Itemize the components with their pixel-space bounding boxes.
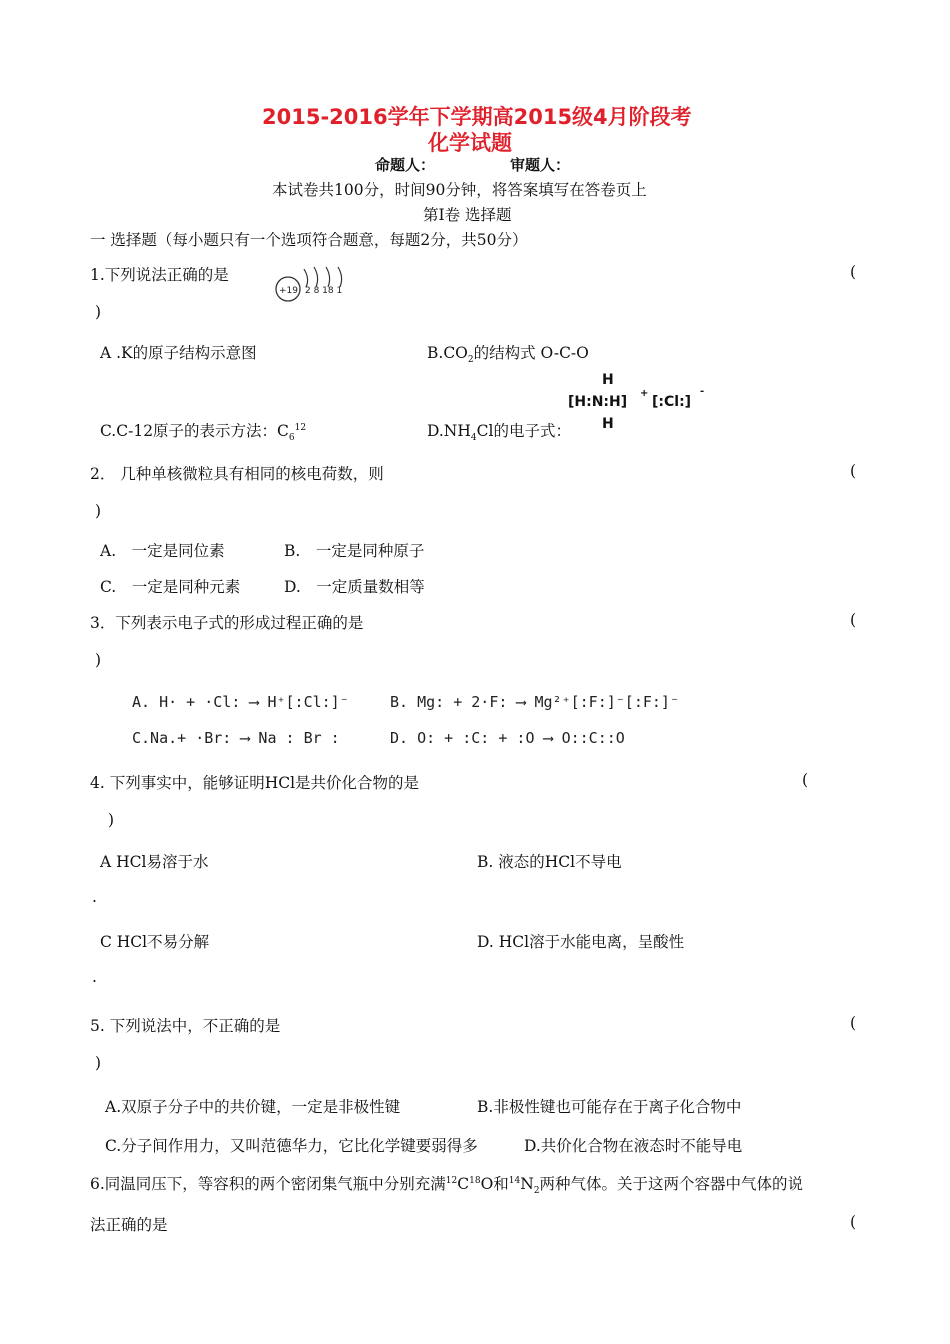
q5-option-b: B.非极性键也可能存在于离子化合物中: [477, 1098, 742, 1116]
nh4cl-bottom-h: H: [602, 416, 614, 432]
nh4cl-top-h: H: [602, 372, 614, 388]
q1-paren-open: (: [850, 263, 857, 281]
atom-shells-label: 2 8 18 1: [305, 286, 343, 296]
nh4cl-cation: [H:N:H]: [568, 394, 628, 410]
q4-paren-open: (: [802, 771, 809, 789]
q5-stem: 5. 下列说法中，不正确的是: [90, 1017, 281, 1035]
q3-option-c: C.Na.+ ·Br: ⟶ Na : Br :: [132, 729, 340, 747]
q1-paren-close: ): [95, 303, 102, 321]
q4-paren-close: ): [108, 811, 115, 829]
q2-option-c: C. 一定是同种元素: [100, 578, 241, 596]
q5-paren-open: (: [850, 1014, 857, 1032]
q3-stem: 3．下列表示电子式的形成过程正确的是: [90, 614, 364, 632]
q5-option-c: C.分子间作用力，又叫范德华力，它比化学键要弱得多: [105, 1137, 478, 1155]
q3-option-a: A. H· + ·Cl: ⟶ H⁺[:Cl:]⁻: [132, 693, 349, 711]
q5-option-a: A.双原子分子中的共价键，一定是非极性键: [105, 1098, 401, 1116]
q6-stem: 6.同温同压下，等容积的两个密闭集气瓶中分别充满$^{12}C^{18}O$和$^{14}N_2$两种气体。关于这两个容器中气体的说: [90, 1175, 804, 1197]
q4-option-a: A HCl易溶于水: [100, 853, 209, 871]
nh4cl-anion: [:Cl:]: [652, 394, 692, 410]
q4-option-c: C HCl不易分解: [100, 933, 210, 951]
q5-paren-close: ): [95, 1054, 102, 1072]
q2-option-b: B. 一定是同种原子: [284, 542, 425, 560]
q3-paren-close: ): [95, 651, 102, 669]
part-title: 第Ⅰ卷 选择题: [423, 206, 512, 224]
q2-stem: 2． 几种单核微粒具有相同的核电荷数，则: [90, 465, 384, 483]
q3-option-d: D. O: + :C: + :O ⟶ O::C::O: [390, 729, 625, 747]
q5-option-d: D.共价化合物在液态时不能导电: [524, 1137, 743, 1155]
q1-option-d: $D.NH_4Cl$的电子式：: [427, 422, 571, 444]
q1-option-b: $B.CO_2$的结构式 O-C-O: [427, 344, 589, 366]
q6-stem-line2: 法正确的是: [90, 1216, 168, 1234]
q4-dot-1: .: [92, 888, 97, 906]
q2-option-a: A. 一定是同位素: [100, 542, 225, 560]
q1-option-c: C.C-12原子的表示方法：$C_6^{12}$: [100, 422, 307, 444]
q3-paren-open: (: [850, 611, 857, 629]
q4-stem: 4. 下列事实中，能够证明HCl是共价化合物的是: [90, 774, 420, 792]
nh4cl-minus: -: [700, 386, 705, 397]
nh4cl-electron-formula: [568, 372, 708, 434]
reviewer-label: 审题人：: [510, 156, 571, 174]
q4-dot-2: .: [92, 968, 97, 986]
q4-option-d: D. HCl溶于水能电离，呈酸性: [477, 933, 685, 951]
author-label: 命题人：: [375, 156, 436, 174]
exam-title: 2015-2016学年下学期高2015级4月阶段考: [262, 105, 692, 129]
exam-instructions: 本试卷共100分，时间90分钟，将答案填写在答卷页上: [272, 181, 647, 199]
q1-stem: 1.下列说法正确的是: [90, 266, 229, 284]
q2-option-d: D. 一定质量数相等: [284, 578, 425, 596]
atom-nucleus-label: +19: [279, 286, 298, 296]
q3-option-b: B. Mg: + 2·F: ⟶ Mg²⁺[:F:]⁻[:F:]⁻: [390, 693, 679, 711]
exam-subtitle: 化学试题: [428, 131, 512, 155]
q4-option-b: B. 液态的HCl不导电: [477, 853, 622, 871]
q2-paren-close: ): [95, 502, 102, 520]
atom-structure-diagram: [272, 263, 350, 305]
section-heading: 一 选择题（每小题只有一个选项符合题意，每题2分，共50分）: [90, 231, 528, 249]
nh4cl-plus: +: [640, 388, 649, 399]
q6-paren-open: (: [850, 1213, 857, 1231]
q1-option-a: A .K的原子结构示意图: [100, 344, 257, 362]
q2-paren-open: (: [850, 462, 857, 480]
